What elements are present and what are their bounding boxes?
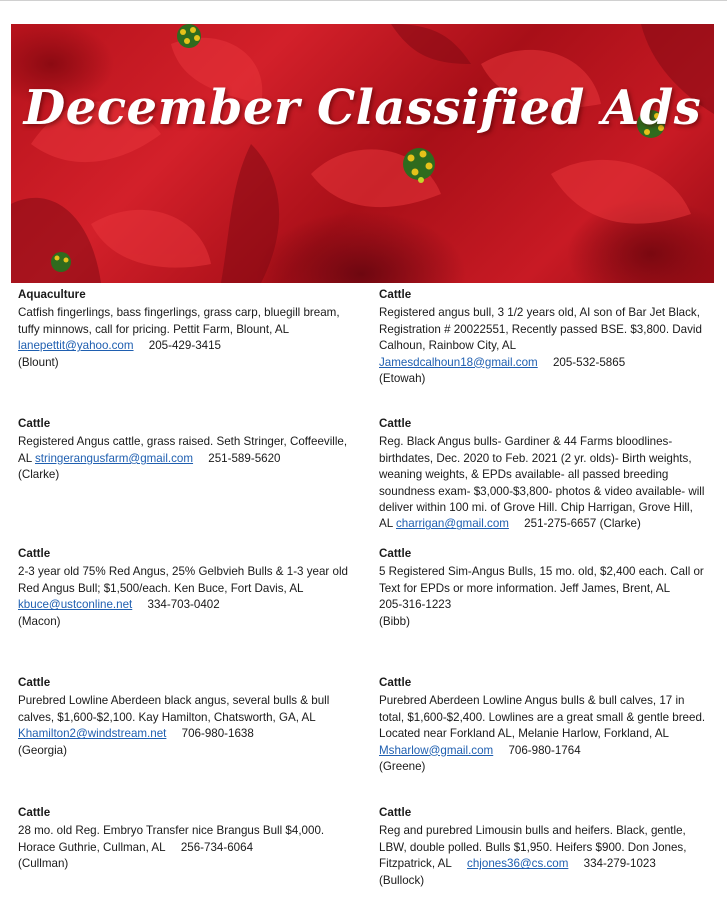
ad-category: Cattle [379,806,412,819]
ad-cattle-stringer [18,416,358,484]
ad-email-link[interactable]: stringerangusfarm@gmail.com [35,451,194,465]
ad-phone: 334-279-1023 [583,857,656,871]
ad-phone: 251-589-5620 [208,451,281,465]
ad-county: (Bullock) [379,873,425,887]
ad-category: Cattle [379,676,412,689]
ad-cattle-jones [379,805,709,889]
ad-category: Cattle [18,417,51,430]
ad-cattle-guthrie [18,805,358,873]
ad-cattle-calhoun [379,287,709,387]
ad-email-link[interactable]: Khamilton2@windstream.net [18,727,167,741]
ad-text: Purebred Aberdeen Lowline Angus bulls & bull calves, 17 in total, $1,600-$2,400. Lowlines are a great small & gentle breed. Located near Forkland AL, Melanie Harlow, Forkland, AL [379,694,706,741]
ad-county: (Georgia) [18,743,67,757]
ad-category: Cattle [379,547,412,560]
ad-cattle-harlow [379,675,709,775]
ad-county: (Clarke) [18,468,60,482]
ad-county: (Blount) [18,355,59,369]
ad-email-link[interactable]: Jamesdcalhoun18@gmail.com [379,355,538,369]
ad-text: 2-3 year old 75% Red Angus, 25% Gelbvieh Bulls & 1-3 year old Red Angus Bull; $1,500/each. Ken Buce, Fort Davis, AL [18,565,348,595]
header-banner [11,24,714,283]
poinsettia-image [11,24,714,283]
ad-text: Reg and purebred Limousin bulls and heifers. Black, gentle, LBW, double polled. Bulls $1,950. Heifers $900. Don Jones, Fitzpatrick, AL [379,824,687,871]
ad-cattle-harrigan [379,416,709,533]
ad-phone: 205-429-3415 [148,339,221,353]
ad-category: Cattle [18,676,51,689]
ad-email-link[interactable]: Msharlow@gmail.com [379,743,494,757]
ad-county: (Macon) [18,614,61,628]
ad-category: Cattle [18,806,51,819]
ad-email-link[interactable]: charrigan@gmail.com [396,517,509,531]
ad-text: 28 mo. old Reg. Embryo Transfer nice Brangus Bull $4,000. Horace Guthrie, Cullman, AL [18,824,325,854]
ad-phone: 706-980-1764 [508,743,581,757]
ad-county: (Greene) [379,760,426,774]
banner-title: December Classified Ads [23,80,702,136]
ad-cattle-james [379,546,709,630]
ad-email-link[interactable]: kbuce@ustconline.net [18,598,133,612]
ad-phone: 706-980-1638 [181,727,254,741]
ad-category: Cattle [379,417,412,430]
ad-category: Cattle [18,547,51,560]
ad-email-link[interactable]: chjones36@cs.com [467,857,569,871]
ad-text: 5 Registered Sim-Angus Bulls, 15 mo. old, $2,400 each. Call or Text for EPDs or more information. Jeff James, Brent, AL [379,565,704,595]
ad-phone: 251-275-6657 [524,517,597,531]
ad-text: Catfish fingerlings, bass fingerlings, grass carp, bluegill bream, tuffy minnows, call for pricing. Pettit Farm, Blount, AL [18,306,340,336]
ad-phone: 205-316-1223 [379,598,452,612]
ad-cattle-hamilton [18,675,358,759]
ad-county: (Etowah) [379,372,426,386]
ad-email-link[interactable]: lanepettit@yahoo.com [18,339,134,353]
ad-text: Registered angus bull, 3 1/2 years old, AI son of Bar Jet Black, Registration # 20022551, Recently passed BSE. $3,800. David Calhoun, Rainbow City, AL [379,306,702,353]
ad-aquaculture [18,287,358,371]
ad-county: (Bibb) [379,614,410,628]
ad-category: Cattle [379,288,412,301]
ad-county: (Clarke) [599,517,641,531]
top-divider [0,0,727,1]
ad-phone: 256-734-6064 [180,840,254,854]
ad-phone: 334-703-0402 [147,598,220,612]
ad-cattle-buce [18,546,358,630]
ad-text: Registered Angus cattle, grass raised. Seth Stringer, Coffeeville, AL [18,435,348,465]
ad-text: Purebred Lowline Aberdeen black angus, several bulls & bull calves, $1,600-$2,100. Kay Hamilton, Chatsworth, GA, AL [18,694,330,724]
ad-text: Reg. Black Angus bulls- Gardiner & 44 Farms bloodlines- birthdates, Dec. 2020 to Feb. 2021 (2 yr. olds)- Birth weights, weaning weights, & EPDs available- all passed breeding soundness exam- $3,000-$3,800- photos & video available- will deliver within 100 mi. of Grove Hill. Chip Harrigan, Grove Hill, AL [379,435,705,531]
ad-phone: 205-532-5865 [552,355,626,369]
ad-category: Aquaculture [18,288,86,301]
ad-county: (Cullman) [18,857,69,871]
